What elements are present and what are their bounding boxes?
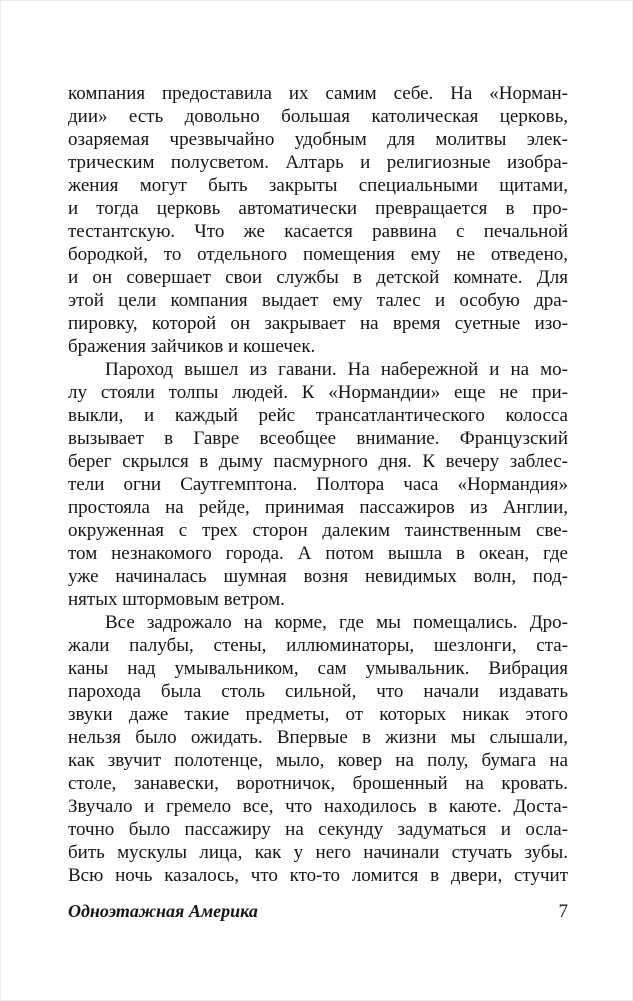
page-footer — [68, 901, 568, 923]
text-line: точно было пассажиру на секунду задуматься и осла- — [68, 819, 568, 840]
text-line: бражения зайчиков и кошечек. — [68, 336, 316, 357]
text-line: этой цели компания выдает ему талес и особую дра- — [68, 290, 568, 311]
text-line: каны над умывальником, сам умывальник. Вибрация — [68, 658, 568, 679]
text-line: бить мускулы лица, как у него начинали стучать зубы. — [68, 842, 568, 863]
text-line: простояла на рейде, принимая пассажиров из Англии, — [68, 497, 568, 518]
text-line: нятых штормовым ветром. — [68, 589, 285, 610]
text-line: уже начиналась шумная возня невидимых волн, под- — [68, 566, 568, 587]
text-line: и он совершает свои службы в детской комнате. Для — [68, 267, 568, 288]
page-text — [68, 82, 568, 887]
text-line: Звучало и гремело все, что находилось в каюте. Доста- — [68, 796, 568, 817]
text-line: Всю ночь казалось, что кто-то ломится в двери, стучит — [68, 865, 568, 886]
text-line: парохода была столь сильной, что начали издавать — [68, 681, 568, 702]
text-line: Все задрожало на корме, где мы помещались. Дро- — [105, 612, 568, 633]
text-line: озаряемая чрезвычайно удобным для молитвы элек- — [68, 129, 568, 150]
text-line: столе, занавески, воротничок, брошенный на кровать. — [68, 773, 568, 794]
text-line: окруженная с трех сторон далеким таинственным све- — [68, 520, 568, 541]
text-line: жали палубы, стены, иллюминаторы, шезлонги, ста- — [68, 635, 568, 656]
text-line: вызывает в Гавре всеобщее внимание. Французский — [68, 428, 568, 449]
running-title: Одноэтажная Америка — [68, 901, 258, 921]
text-line: жения могут быть закрыты специальными щитами, — [68, 175, 568, 196]
text-line: дии» есть довольно большая католическая церковь, — [68, 106, 568, 127]
text-line: компания предоставила их самим себе. На «Норман- — [68, 83, 568, 104]
text-line: берег скрылся в дыму пасмурного дня. К вечеру заблес- — [68, 451, 568, 472]
text-line: выкли, и каждый рейс трансатлантического колосса — [68, 405, 568, 426]
text-line: Пароход вышел из гавани. На набережной и на мо- — [105, 359, 568, 380]
text-line: тели огни Саутгемптона. Полтора часа «Нормандия» — [68, 474, 568, 495]
page-number: 7 — [558, 901, 568, 922]
text-line: как звучит полотенце, мыло, ковер на полу, бумага на — [68, 750, 568, 771]
text-line: звуки даже такие предметы, от которых никак этого — [68, 704, 568, 725]
text-line: тестантскую. Что же касается раввина с печальной — [68, 221, 568, 242]
text-line: бородкой, то отдельного помещения ему не отведено, — [68, 244, 568, 265]
text-line: нельзя было ожидать. Впервые в жизни мы слышали, — [68, 727, 568, 748]
text-line: лу стояли толпы людей. К «Нормандии» еще не при- — [68, 382, 568, 403]
text-line: пировку, которой он закрывает на время суетные изо- — [68, 313, 568, 334]
text-line: и тогда церковь автоматически превращается в про- — [68, 198, 568, 219]
text-line: том незнакомого города. А потом вышла в океан, где — [68, 543, 568, 564]
text-line: трическим полусветом. Алтарь и религиозные изобра- — [68, 152, 568, 173]
